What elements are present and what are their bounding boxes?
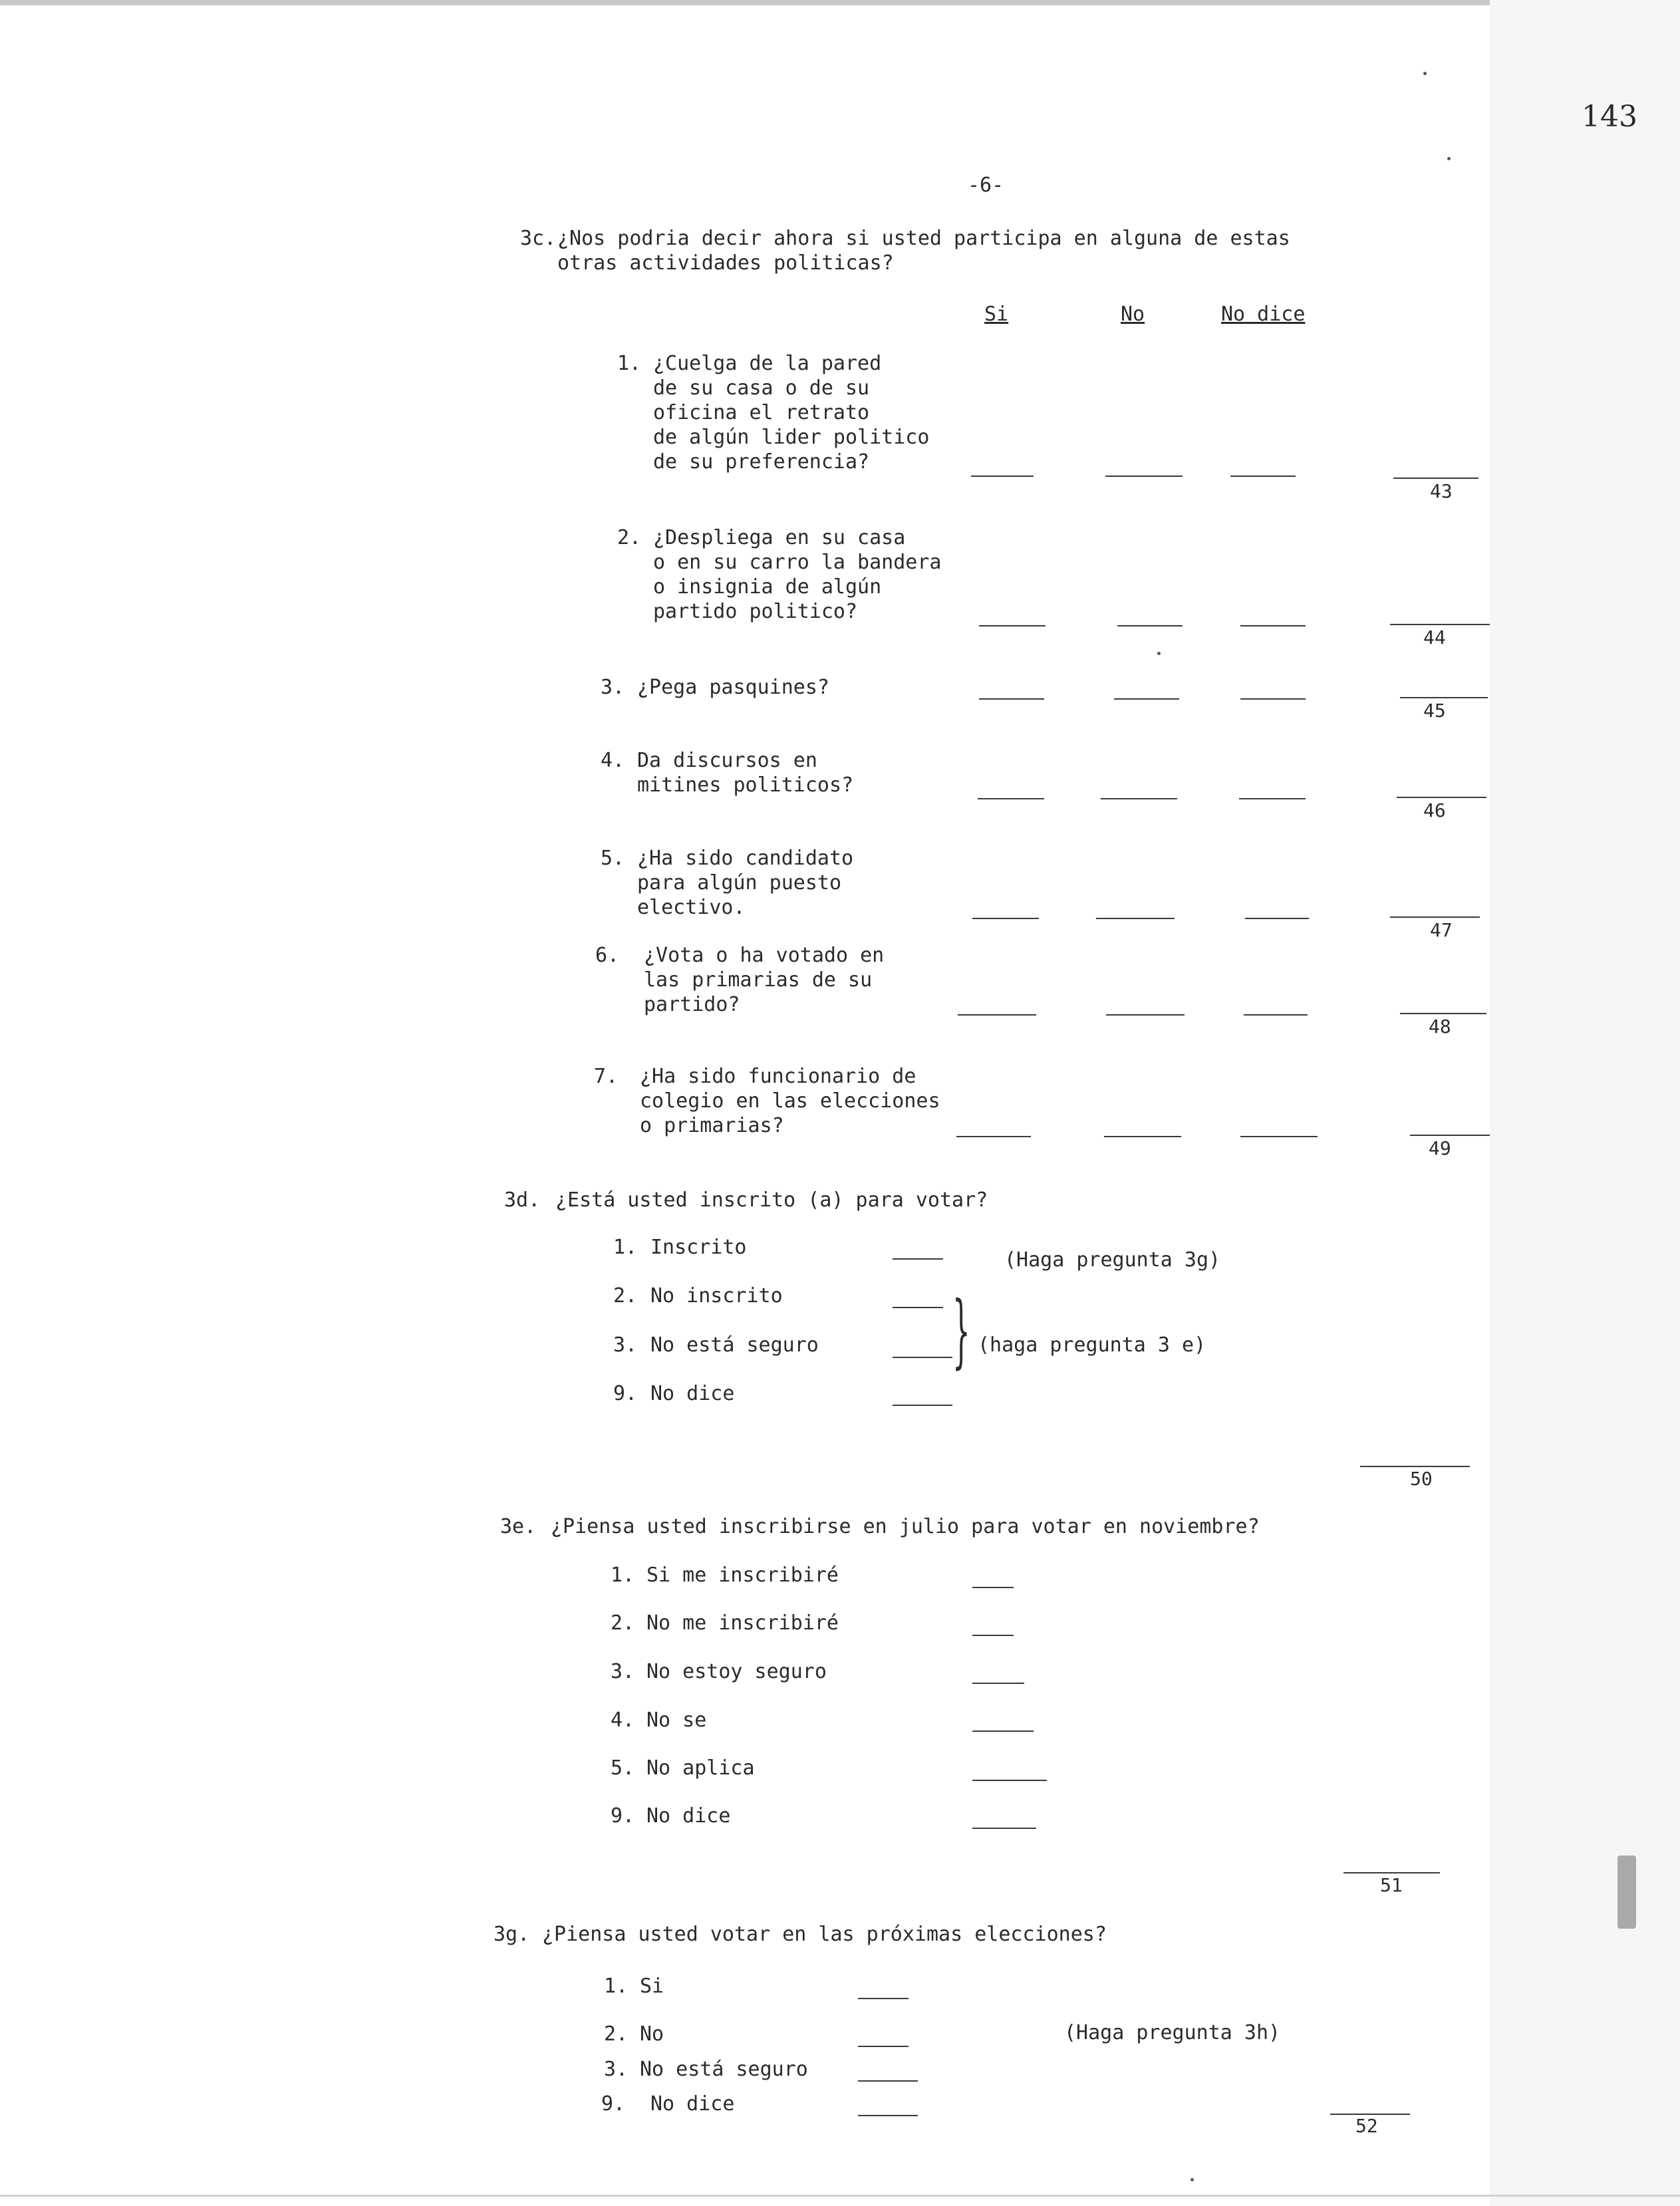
q3c-item-6-num: 6. xyxy=(595,944,620,967)
answer-blank-no-dice[interactable] xyxy=(1245,918,1309,919)
q3c-item-1-num: 1. xyxy=(617,352,642,375)
answer-blank-si[interactable] xyxy=(979,625,1046,626)
q3c-item-4-num: 4. xyxy=(601,749,625,772)
q3g-option-1-num: 1. xyxy=(604,1975,629,1998)
answer-blank-no[interactable] xyxy=(1117,625,1183,626)
answer-blank-si[interactable] xyxy=(958,1014,1036,1016)
scan-margin-shade xyxy=(1490,0,1680,2206)
q3e-option-5-num: 5. xyxy=(611,1756,635,1780)
q3c-item-5-code: 47 xyxy=(1430,919,1453,941)
answer-blank-si[interactable] xyxy=(956,1136,1031,1137)
code-line xyxy=(1400,1013,1486,1014)
q3e-option-9-num: 9. xyxy=(611,1804,635,1828)
scan-speck xyxy=(1157,652,1161,655)
brace-bracket: } xyxy=(952,1285,970,1377)
q3g-code: 52 xyxy=(1355,2115,1378,2137)
q3g-option-3-text: No está seguro xyxy=(640,2058,808,2081)
code-line xyxy=(1410,1135,1490,1136)
answer-blank[interactable] xyxy=(972,1828,1036,1829)
q3e-label: 3e. xyxy=(500,1515,537,1538)
q3e-option-2-text: No me inscribiré xyxy=(646,1611,839,1635)
answer-blank[interactable] xyxy=(972,1587,1014,1588)
answer-blank-si[interactable] xyxy=(971,476,1034,477)
q3c-item-3-text: ¿Pega pasquines? xyxy=(637,676,829,699)
q3c-item-5-num: 5. xyxy=(601,847,625,870)
q3g-note-3h: (Haga pregunta 3h) xyxy=(1064,2021,1281,2044)
q3d-label: 3d. xyxy=(504,1188,541,1212)
q3g-option-9-num: 9. xyxy=(601,2092,626,2116)
answer-blank-si[interactable] xyxy=(979,698,1044,700)
q3c-item-6-code: 48 xyxy=(1429,1016,1451,1037)
q3e-option-4-text: No se xyxy=(646,1709,707,1732)
code-line xyxy=(1400,697,1488,698)
answer-blank-no[interactable] xyxy=(1105,476,1183,477)
answer-blank-no[interactable] xyxy=(1101,798,1177,799)
q3e-text: ¿Piensa usted inscribirse en julio para votar en noviembre? xyxy=(551,1515,1260,1538)
q3c-item-4-text: Da discursos en mitines politicos? xyxy=(637,749,854,797)
answer-blank-no-dice[interactable] xyxy=(1230,476,1296,477)
code-line xyxy=(1390,916,1480,918)
q3g-option-2-text: No xyxy=(640,2022,664,2046)
q3d-option-3-num: 3. xyxy=(613,1333,638,1357)
q3d-note-3g: (Haga pregunta 3g) xyxy=(1004,1248,1221,1272)
q3c-item-7-num: 7. xyxy=(594,1065,619,1088)
scan-speck xyxy=(1423,72,1427,75)
answer-blank[interactable] xyxy=(858,1998,909,1999)
answer-blank[interactable] xyxy=(893,1258,943,1260)
answer-blank-no[interactable] xyxy=(1106,1014,1185,1016)
code-line xyxy=(1360,1466,1470,1467)
q3g-label: 3g. xyxy=(493,1923,530,1946)
q3c-item-5-text: ¿Ha sido candidato para algún puesto electivo. xyxy=(637,847,854,919)
q3d-option-2-num: 2. xyxy=(613,1284,638,1308)
q3g-option-2-num: 2. xyxy=(604,2022,629,2046)
answer-blank[interactable] xyxy=(972,1683,1024,1684)
code-line xyxy=(1393,478,1478,479)
q3d-code: 50 xyxy=(1410,1468,1433,1490)
q3g-option-3-num: 3. xyxy=(604,2058,629,2081)
q3c-item-2-num: 2. xyxy=(617,526,642,549)
q3g-option-1-text: Si xyxy=(640,1975,664,1998)
q3c-item-7-code: 49 xyxy=(1429,1137,1451,1159)
answer-blank-no-dice[interactable] xyxy=(1239,798,1306,799)
q3c-item-4-code: 46 xyxy=(1423,799,1446,821)
q3c-item-3-code: 45 xyxy=(1423,700,1446,722)
q3e-option-5-text: No aplica xyxy=(646,1756,755,1780)
q3c-item-6-text: ¿Vota o ha votado en las primarias de su partido? xyxy=(644,944,885,1016)
q3c-label: 3c. xyxy=(520,227,557,250)
code-line xyxy=(1397,797,1486,798)
answer-blank[interactable] xyxy=(972,1635,1014,1636)
q3e-option-3-num: 3. xyxy=(611,1660,635,1683)
q3e-code: 51 xyxy=(1380,1874,1403,1896)
answer-blank[interactable] xyxy=(972,1780,1047,1781)
q3e-option-1-text: Si me inscribiré xyxy=(646,1564,839,1587)
q3c-item-2-text: ¿Despliega en su casa o en su carro la bandera o insignia de algún partido politico? xyxy=(653,526,942,623)
answer-blank-no-dice[interactable] xyxy=(1240,1136,1318,1137)
q3c-item-1-text: ¿Cuelga de la pared de su casa o de su oficina el retrato de algún lider politico de su preferencia? xyxy=(653,352,930,474)
code-line xyxy=(1343,1872,1440,1873)
answer-blank-no[interactable] xyxy=(1104,1136,1181,1137)
answer-blank[interactable] xyxy=(972,1730,1034,1732)
answer-blank-no[interactable] xyxy=(1114,698,1179,700)
page-bottom-edge xyxy=(0,2195,1680,2197)
q3c-item-7-text: ¿Ha sido funcionario de colegio en las elecciones o primarias? xyxy=(640,1065,940,1137)
answer-blank-no-dice[interactable] xyxy=(1240,625,1306,626)
q3c-item-1-code: 43 xyxy=(1430,480,1453,502)
answer-blank[interactable] xyxy=(858,2046,909,2047)
scan-speck xyxy=(1447,157,1451,160)
q3d-option-1-text: Inscrito xyxy=(650,1236,747,1259)
answer-blank[interactable] xyxy=(893,1405,952,1406)
q3d-text: ¿Está usted inscrito (a) para votar? xyxy=(555,1188,988,1212)
col-header-no: No xyxy=(1121,303,1145,326)
scan-tab-mark xyxy=(1617,1856,1636,1929)
q3e-option-3-text: No estoy seguro xyxy=(646,1660,827,1683)
q3g-text: ¿Piensa usted votar en las próximas elecciones? xyxy=(542,1923,1107,1946)
col-header-no-dice: No dice xyxy=(1221,303,1306,326)
q3e-option-2-num: 2. xyxy=(611,1611,635,1635)
q3d-note-3e: (haga pregunta 3 e) xyxy=(978,1333,1206,1357)
answer-blank-no[interactable] xyxy=(1096,918,1175,919)
answer-blank[interactable] xyxy=(858,2115,918,2116)
q3d-option-3-text: No está seguro xyxy=(650,1333,819,1357)
q3d-option-2-text: No inscrito xyxy=(650,1284,783,1308)
q3d-option-9-num: 9. xyxy=(613,1382,638,1405)
page-top-edge xyxy=(0,0,1680,5)
q3e-option-9-text: No dice xyxy=(646,1804,731,1828)
q3e-option-4-num: 4. xyxy=(611,1709,635,1732)
answer-blank[interactable] xyxy=(893,1357,952,1358)
answer-blank-no-dice[interactable] xyxy=(1240,698,1306,700)
q3d-option-1-num: 1. xyxy=(613,1236,638,1259)
answer-blank[interactable] xyxy=(858,2080,918,2082)
answer-blank-si[interactable] xyxy=(978,798,1044,799)
q3c-item-3-num: 3. xyxy=(601,676,625,699)
answer-blank-si[interactable] xyxy=(972,918,1039,919)
answer-blank-no-dice[interactable] xyxy=(1244,1014,1308,1016)
q3e-option-1-num: 1. xyxy=(611,1564,635,1587)
q3c-text: ¿Nos podria decir ahora si usted participa en alguna de estas otras actividades politicas? xyxy=(557,227,1290,275)
col-header-si: Si xyxy=(984,303,1009,326)
q3c-item-2-code: 44 xyxy=(1423,626,1446,648)
code-line xyxy=(1390,624,1490,625)
page-number: 143 xyxy=(1582,100,1637,134)
q3d-option-9-text: No dice xyxy=(650,1382,735,1405)
answer-blank[interactable] xyxy=(893,1307,943,1308)
q3g-option-9-text: No dice xyxy=(650,2092,735,2116)
scan-speck xyxy=(1190,2178,1194,2181)
sheet-number: -6- xyxy=(968,174,1004,197)
